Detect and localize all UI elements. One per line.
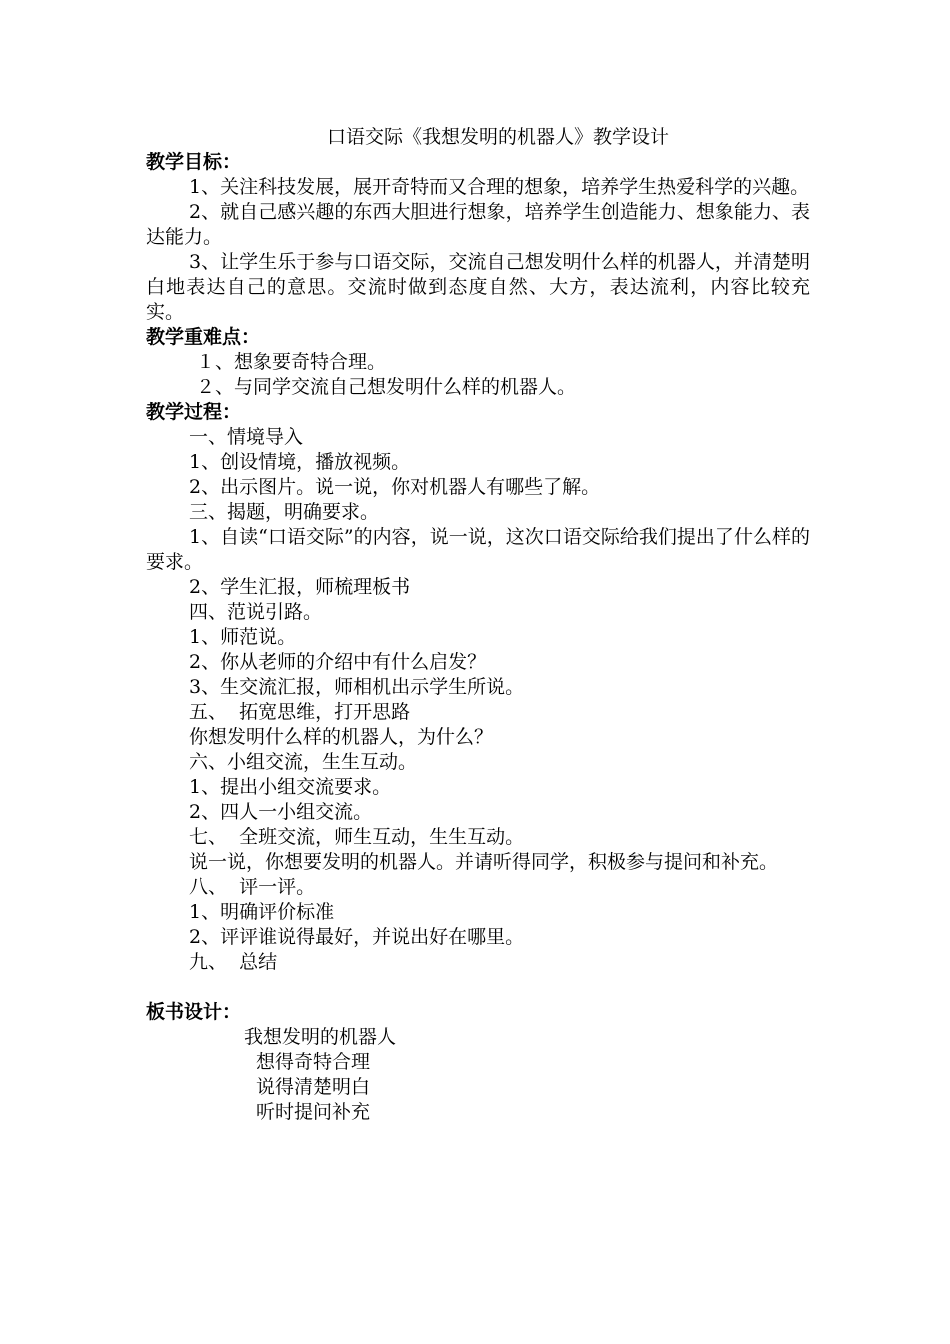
process-line: 2、四人一小组交流。 [189,801,373,823]
process-heading: 教学过程： [146,401,242,423]
document-page [146,124,810,1125]
process-line: 2、学生汇报，师梳理板书 [189,576,411,598]
process-line: 三、揭题，明确要求。 [189,501,380,523]
process-line: 1、自读“口语交际”的内容，说一说，这次口语交际给我们提出了什么样的要求。 [146,526,810,573]
objective-item: 1、关注科技发展，展开奇特而又合理的想象，培养学生热爱科学的兴趣。 [189,176,810,198]
process-line: 四、范说引路。 [189,601,323,623]
key-point-item: ２、与同学交流自己想发明什么样的机器人。 [196,376,577,398]
process-line: 九、 总结 [189,951,278,973]
process-line: 八、 评一评。 [189,876,316,898]
board-item: 听时提问补充 [256,1101,371,1123]
process-line: 1、明确评价标准 [189,901,335,923]
process-line: 2、出示图片。说一说，你对机器人有哪些了解。 [189,476,601,498]
board-title: 我想发明的机器人 [244,1026,397,1048]
process-line: 六、小组交流，生生互动。 [189,751,418,773]
board-item: 想得奇特合理 [256,1051,371,1073]
blank-line [146,975,810,1000]
process-line: 1、创设情境，播放视频。 [189,451,411,473]
process-line: 2、你从老师的介绍中有什么启发？ [189,651,487,673]
process-line: 1、提出小组交流要求。 [189,776,392,798]
key-point-item: １、想象要奇特合理。 [196,351,387,373]
board-item: 说得清楚明白 [256,1076,371,1098]
process-line: 1、师范说。 [189,626,297,648]
objective-item: 3、让学生乐于参与口语交际，交流自己想发明什么样的机器人，并清楚明白地表达自己的意思。交流时做到态度自然、大方，表达流利，内容比较充实。 [146,251,810,323]
objectives-heading: 教学目标： [146,151,242,173]
process-line: 一、情境导入 [189,426,304,448]
process-line: 七、 全班交流，师生互动，生生互动。 [189,826,525,848]
process-line: 2、评评谁说得最好，并说出好在哪里。 [189,926,525,948]
document-title: 口语交际《我想发明的机器人》教学设计 [326,126,669,148]
process-line: 3、生交流汇报，师相机出示学生所说。 [189,676,525,698]
process-line: 五、 拓宽思维，打开思路 [189,701,411,723]
board-design-heading: 板书设计： [146,1001,242,1023]
key-points-heading: 教学重难点： [146,326,261,348]
objective-item: 2、就自己感兴趣的东西大胆进行想象，培养学生创造能力、想象能力、表达能力。 [146,201,810,248]
process-line: 说一说，你想要发明的机器人。并请听得同学，积极参与提问和补充。 [189,851,779,873]
process-line: 你想发明什么样的机器人，为什么？ [189,726,494,748]
